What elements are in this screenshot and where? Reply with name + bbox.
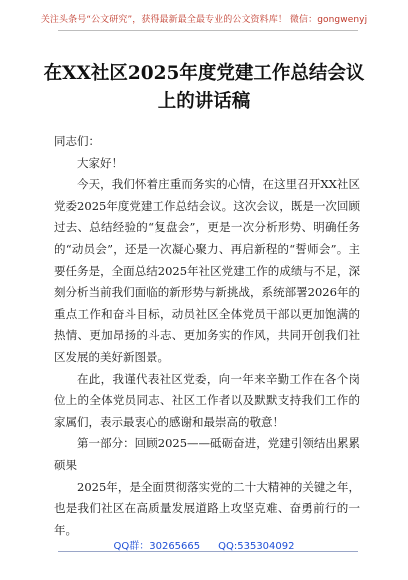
footer-qq: QQ:535304092 [218, 541, 295, 552]
title-line-2: 上的讲话稿 [157, 91, 251, 112]
paragraph-review: 2025年，是全面贯彻落实党的二十大精神的关键之年，也是我们社区在高质量发展道路上攻坚克难、奋勇前行的一年。 [54, 479, 360, 537]
document-body [54, 131, 360, 541]
paragraph-thanks: 在此，我谨代表社区党委，向一年来辛勤工作在各个岗位上的全体党员同志、社区工作者以及默默支持我们工作的家属们，表示最衷心的感谢和最崇高的敬意！ [54, 371, 360, 429]
header-divider [58, 30, 358, 31]
paragraph-opening: 今天，我们怀着庄重而务实的心情，在这里召开XX社区党委2025年度党建工作总结会议。这次会议，既是一次回顾过去、总结经验的“复盘会”，更是一次分析形势、明确任务的“动员会”，还是一次凝心聚力、再启新程的“誓师会”。主要任务是，全面总结2025年社区党建工作的成绩与不足，深刻分析当前我们面临的新形势与新挑战，系统部署2026年的重点工作和奋斗目标，动员社区全体党员干部以更加饱满的热情、更加昂扬的斗志、更加务实的作风，共同开创我们社区发展的美好新图景。 [54, 177, 360, 364]
document-title [0, 60, 408, 116]
paragraph-greeting: 大家好！ [77, 155, 123, 170]
salutation: 同志们： [54, 134, 100, 148]
footer-qq-group: QQ群：30265665 [113, 541, 201, 552]
header-promo-note: 关注头条号“公文研究”，获得最新最全最专业的公文资料库！ 微信：gongwenyj [40, 15, 368, 25]
title-line-1: 在XX社区2025年度党建工作总结会议 [43, 63, 365, 84]
section-heading-part-one: 第一部分：回顾2025——砥砺奋进，党建引领结出累累硕果 [54, 436, 360, 472]
footer-contact [0, 537, 408, 552]
footer-divider [58, 551, 358, 552]
